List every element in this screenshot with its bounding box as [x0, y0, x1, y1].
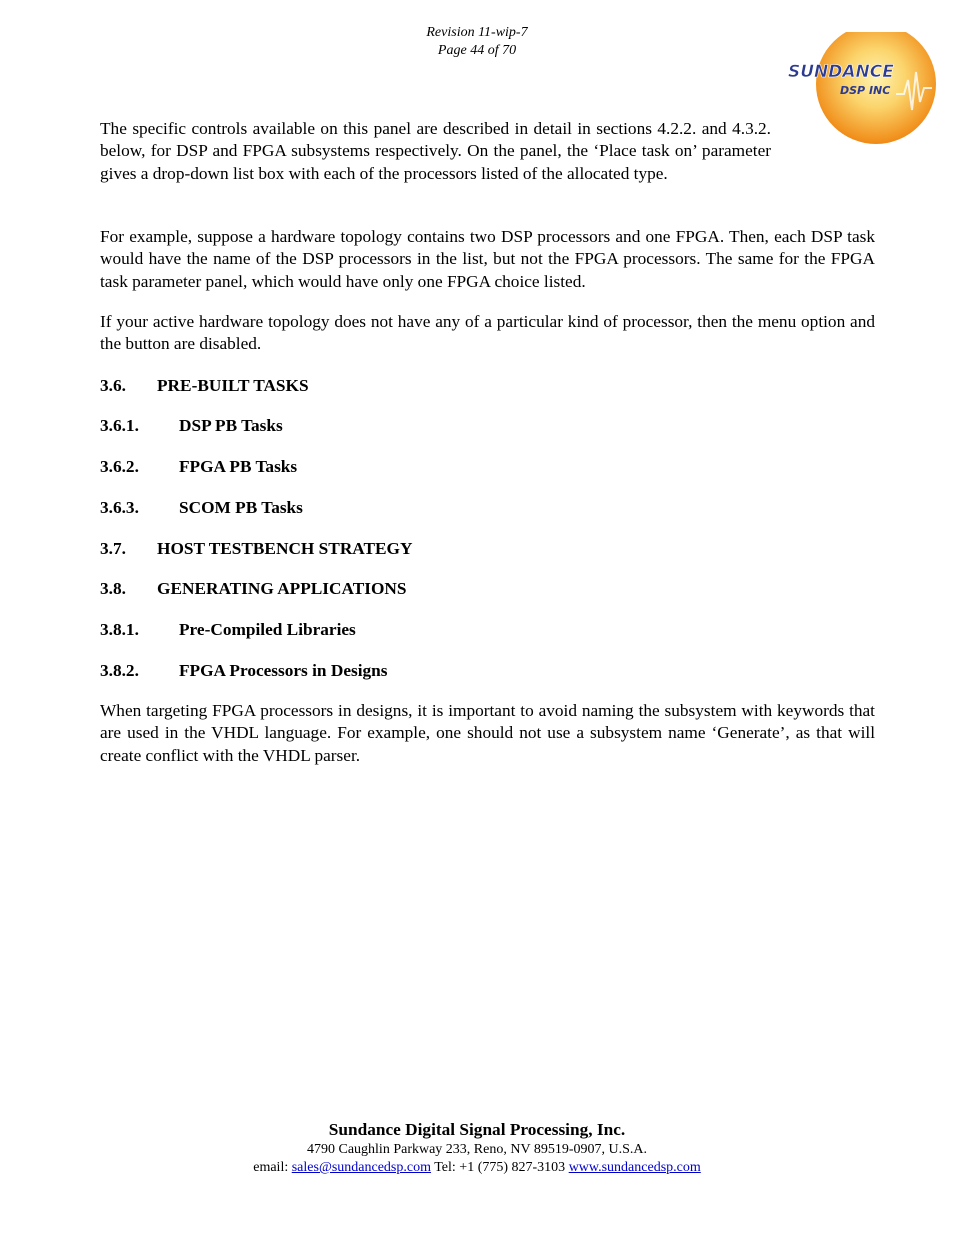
heading-title: DSP PB Tasks — [179, 416, 283, 435]
email-link[interactable]: sales@sundancedsp.com — [291, 1160, 431, 1175]
email-label: email: — [253, 1160, 292, 1175]
heading-title: GENERATING APPLICATIONS — [157, 579, 407, 598]
heading-3-6-1 — [100, 415, 283, 437]
heading-3-6-3 — [100, 497, 303, 519]
footer-contact — [0, 1160, 954, 1176]
svg-text:SUNDANCE: SUNDANCE — [788, 62, 894, 82]
heading-title: SCOM PB Tasks — [179, 498, 303, 517]
heading-number: 3.6.2. — [100, 457, 139, 476]
heading-title: FPGA PB Tasks — [179, 457, 298, 476]
page-number: Page 44 of 70 — [437, 43, 517, 58]
heading-3-8-2 — [100, 660, 388, 682]
heading-3-8 — [100, 578, 407, 600]
heading-number: 3.6.1. — [100, 416, 139, 435]
heading-number: 3.8.2. — [100, 661, 139, 680]
heading-3-8-1 — [100, 619, 356, 641]
heading-number: 3.8.1. — [100, 620, 139, 639]
paragraph-example: For example, suppose a hardware topology contains two DSP processors and one FPGA. Then, each DSP task would have the name of the DSP processors in the list, but not the FPGA processors. The same for the FPGA task parameter panel, which would have only one FPGA choice listed. — [100, 227, 875, 291]
heading-title: Pre-Compiled Libraries — [179, 620, 356, 639]
paragraph-disabled: If your active hardware topology does not have any of a particular kind of processor, then the menu option and the button are disabled. — [100, 312, 875, 354]
heading-title: PRE-BUILT TASKS — [157, 376, 309, 395]
paragraph-vhdl: When targeting FPGA processors in designs, it is important to avoid naming the subsystem with keywords that are used in the VHDL language. For example, one should not use a subsystem name ‘Generate’, as that will create conflict with the VHDL parser. — [100, 701, 875, 765]
svg-text:DSP INC: DSP INC — [840, 84, 891, 97]
sundance-logo-icon — [784, 32, 944, 167]
telephone: Tel: +1 (775) 827-3103 — [430, 1160, 569, 1175]
heading-title: FPGA Processors in Designs — [179, 661, 388, 680]
heading-number: 3.6.3. — [100, 498, 139, 517]
heading-3-6 — [100, 375, 309, 397]
sundance-logo — [784, 32, 944, 167]
revision-label: Revision 11-wip-7 — [426, 25, 528, 40]
paragraph-controls: The specific controls available on this panel are described in detail in sections 4.2.2. and 4.3.2. below, for DSP and FPGA subsystems respectively. On the panel, the ‘Place task on’ parameter gives a drop-down list box with each of the processors listed of the allocated type. — [100, 119, 771, 183]
heading-number: 3.8. — [100, 579, 126, 598]
footer-address: 4790 Caughlin Parkway 233, Reno, NV 89519-0907, U.S.A. — [306, 1142, 647, 1157]
heading-3-7 — [100, 538, 412, 560]
heading-number: 3.6. — [100, 376, 126, 395]
website-link[interactable]: www.sundancedsp.com — [568, 1160, 701, 1175]
heading-number: 3.7. — [100, 539, 126, 558]
heading-3-6-2 — [100, 456, 297, 478]
footer-company: Sundance Digital Signal Processing, Inc. — [328, 1120, 626, 1139]
heading-title: HOST TESTBENCH STRATEGY — [157, 539, 413, 558]
